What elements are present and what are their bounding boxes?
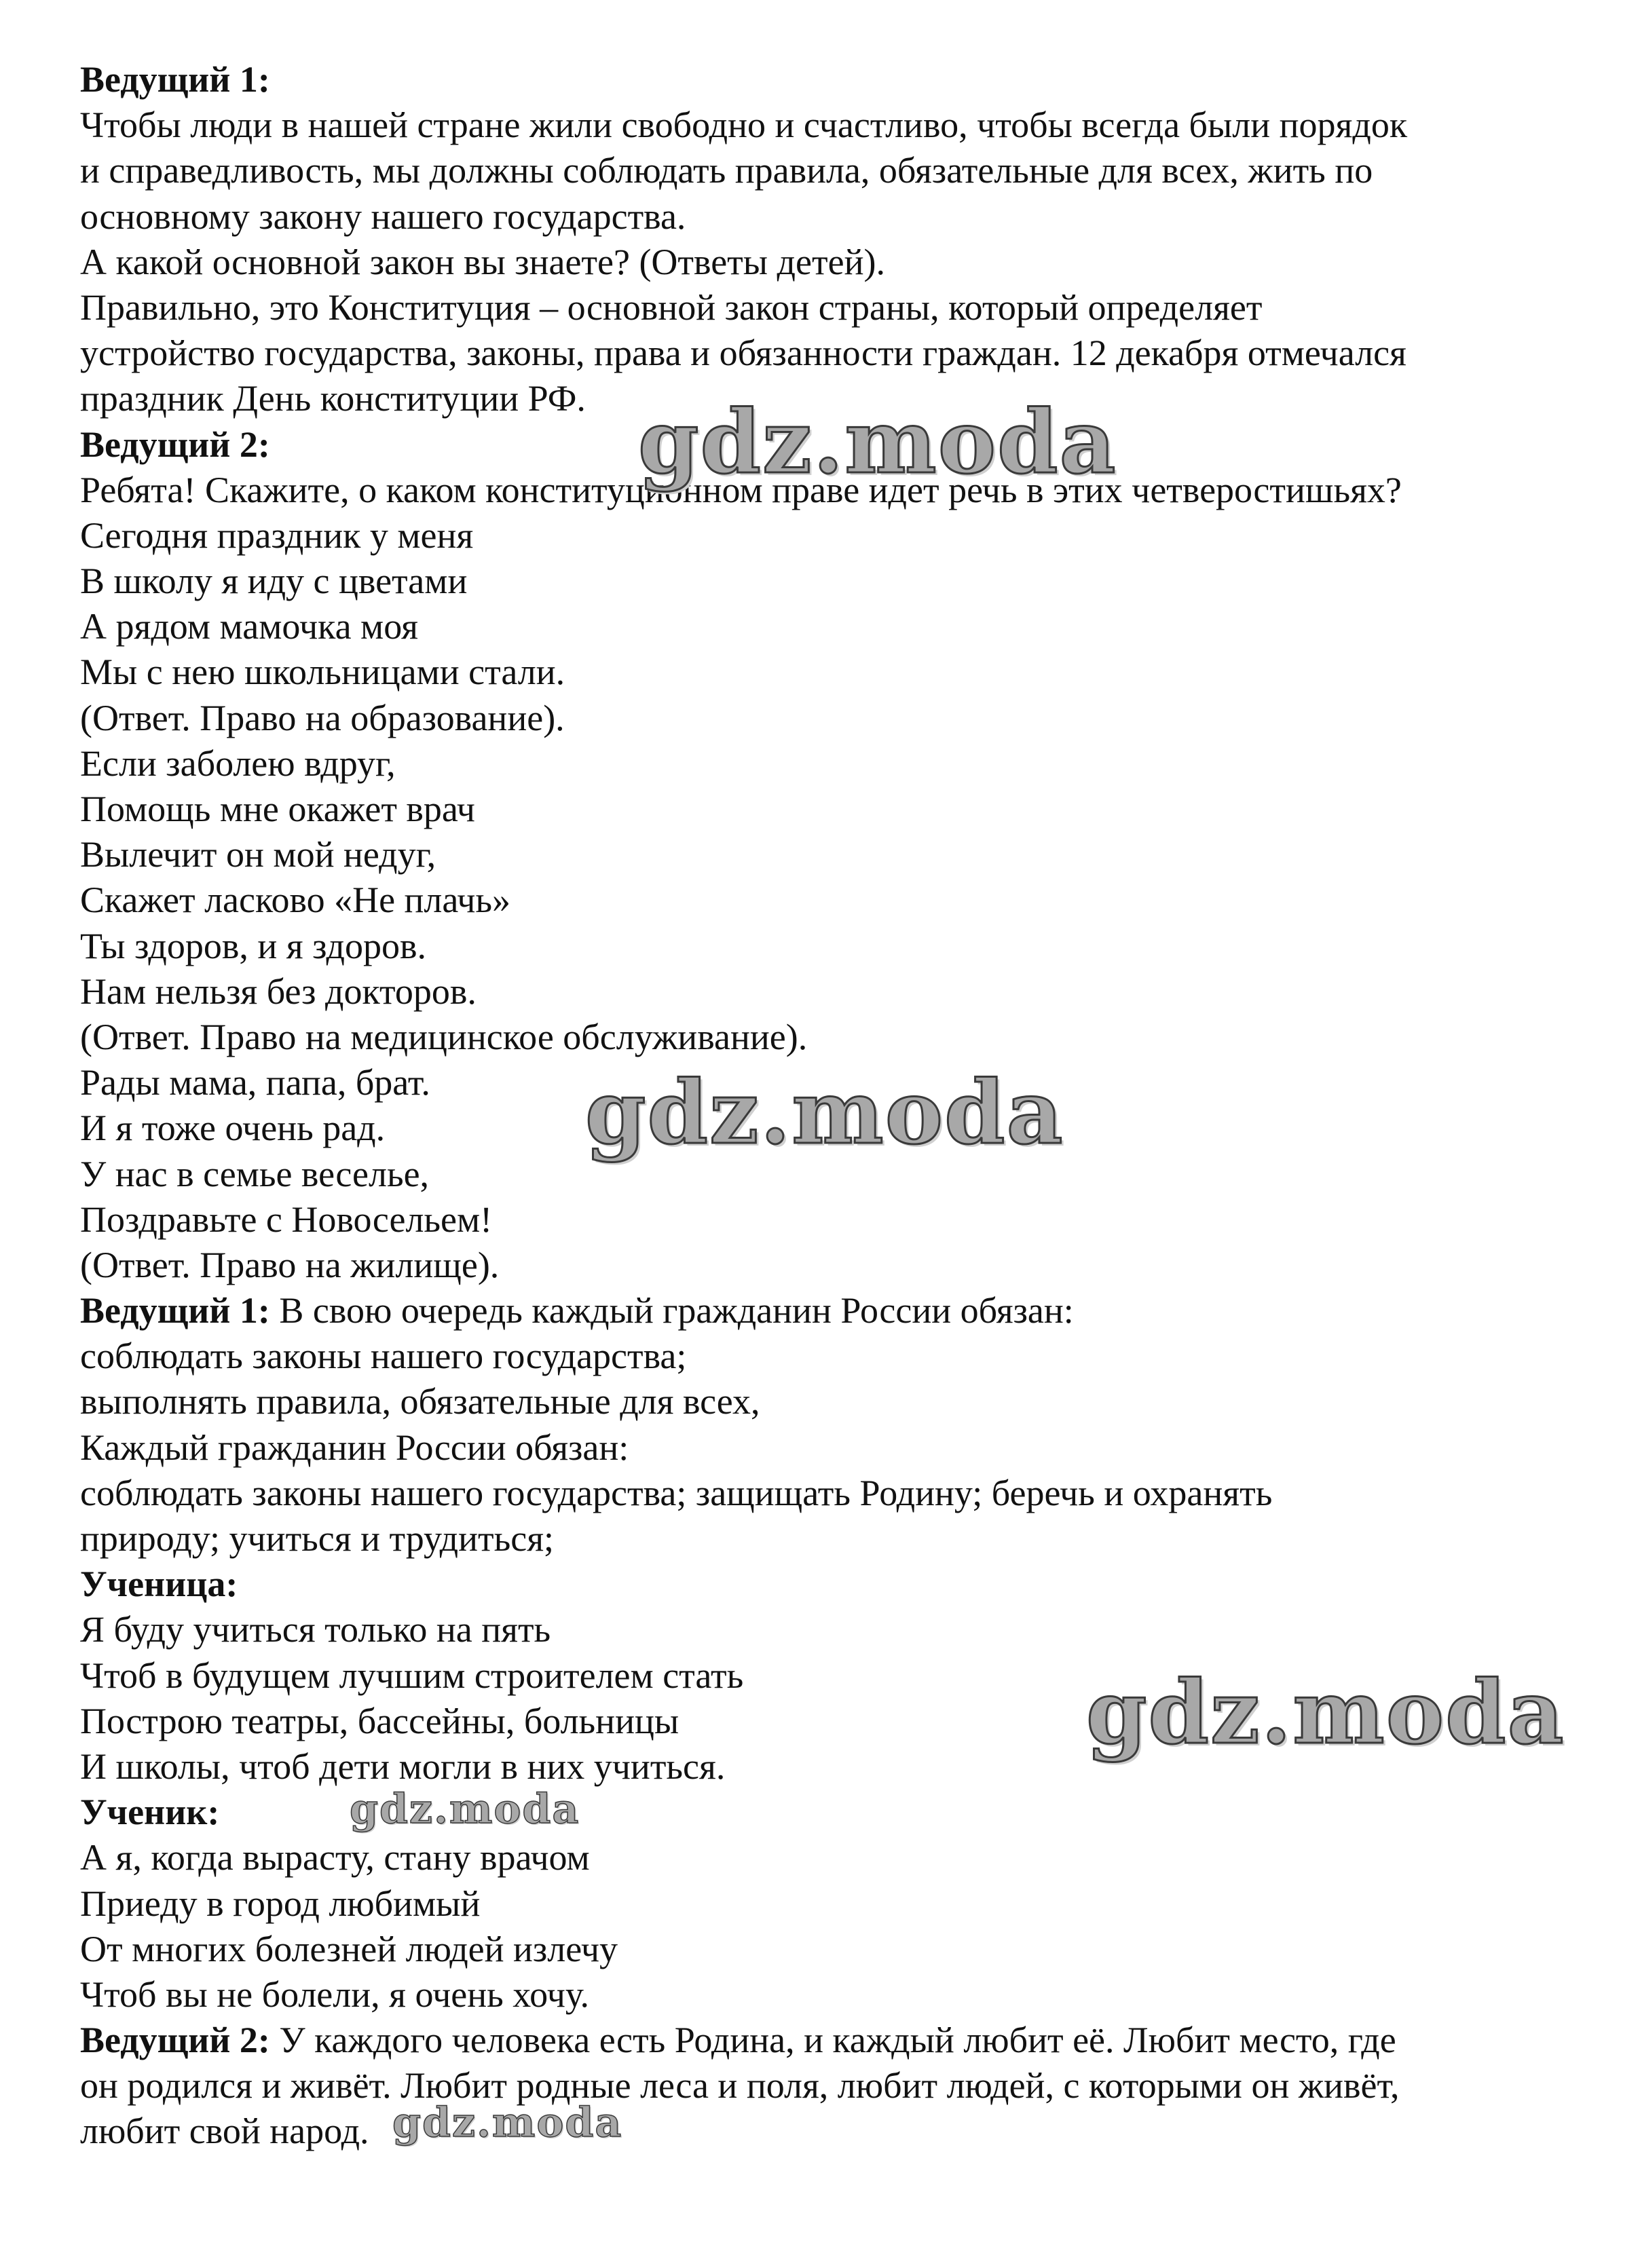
watermark: gdz.moda — [1086, 1662, 1565, 1764]
text-line — [80, 1972, 1573, 2018]
line-text: В школу я иду с цветами — [80, 561, 468, 602]
text-line — [80, 696, 1573, 741]
speaker-label: Ведущий 2: — [80, 2020, 270, 2061]
text-line — [80, 787, 1573, 832]
text-line — [80, 969, 1573, 1015]
line-text: У нас в семье веселье, — [80, 1153, 430, 1194]
line-text: и справедливость, мы должны соблюдать правила, обязательные для всех, жить по — [80, 150, 1373, 191]
text-line — [80, 1015, 1573, 1060]
speaker-label: Ведущий 2: — [80, 423, 270, 465]
line-text: Правильно, это Конституция – основной закон страны, который определяет — [80, 286, 1263, 328]
line-text: Чтоб в будущем лучшим строителем стать — [80, 1655, 744, 1696]
speaker-label: Ученик: — [80, 1792, 220, 1833]
text-line — [80, 1562, 1573, 1607]
line-text: И школы, чтоб дети могли в них учиться. — [80, 1745, 726, 1787]
watermark: gdz.moda — [585, 1062, 1064, 1164]
watermark: gdz.moda — [350, 1785, 580, 1833]
text-line — [80, 604, 1573, 649]
line-text: И я тоже очень рад. — [80, 1108, 386, 1149]
text-line — [80, 285, 1573, 330]
line-text: Чтоб вы не болели, я очень хочу. — [80, 1973, 590, 2015]
text-line — [80, 924, 1573, 969]
text-line — [80, 649, 1573, 695]
line-text: Мы с нею школьницами стали. — [80, 651, 565, 693]
line-text: Чтобы люди в нашей стране жили свободно и счастливо, чтобы всегда были порядок — [80, 105, 1408, 146]
line-text: Ты здоров, и я здоров. — [80, 925, 426, 966]
watermark: gdz.moda — [392, 2099, 623, 2147]
line-text: Я буду учиться только на пять — [80, 1609, 551, 1650]
text-line — [80, 1881, 1573, 1927]
line-text: основному закону нашего государства. — [80, 195, 686, 237]
text-line — [80, 2109, 1573, 2154]
text-line — [80, 1927, 1573, 1972]
text-line — [80, 1197, 1573, 1243]
text-line — [80, 1607, 1573, 1652]
text-line — [80, 2018, 1573, 2063]
line-text: От многих болезней людей излечу — [80, 1928, 618, 1969]
text-line — [80, 330, 1573, 376]
text-line — [80, 832, 1573, 877]
line-text: (Ответ. Право на образование). — [80, 697, 565, 738]
watermark: gdz.moda — [638, 392, 1117, 493]
line-text: Поздравьте с Новосельем! — [80, 1198, 493, 1240]
line-text: (Ответ. Право на жилище). — [80, 1244, 500, 1285]
line-text: В свою очередь каждый гражданин России обязан: — [269, 1290, 1074, 1331]
line-text: Рады мама, папа, брат. — [80, 1062, 430, 1103]
line-text: праздник День конституции РФ. — [80, 378, 586, 419]
line-text: Каждый гражданин России обязан: — [80, 1426, 629, 1468]
line-text: любит свой народ. — [80, 2111, 369, 2152]
line-text: А рядом мамочка моя — [80, 606, 419, 647]
line-text: Скажет ласково «Не плачь» — [80, 880, 510, 921]
text-line — [80, 148, 1573, 193]
speaker-label: Ведущий 1: — [80, 59, 270, 100]
line-text: Если заболею вдруг, — [80, 742, 396, 784]
text-line — [80, 1288, 1573, 1334]
line-text: Ребята! Скажите, о каком конституционном праве идет речь в этих четверостишьях? — [80, 469, 1402, 510]
line-text: он родился и живёт. Любит родные леса и поля, любит людей, с которыми он живёт, — [80, 2065, 1400, 2106]
speaker-label: Ученица: — [80, 1564, 238, 1605]
line-text: Помощь мне окажет врач — [80, 789, 475, 829]
line-text: Сегодня праздник у меня — [80, 514, 474, 556]
text-line — [80, 102, 1573, 148]
text-line — [80, 194, 1573, 240]
text-line — [80, 2063, 1573, 2109]
line-text: А какой основной закон вы знаете? (Ответы детей). — [80, 241, 885, 282]
text-line — [80, 1379, 1573, 1424]
text-line — [80, 1471, 1573, 1516]
text-line — [80, 1334, 1573, 1379]
text-line — [80, 240, 1573, 285]
text-line — [80, 1516, 1573, 1562]
line-text: Приеду в город любимый — [80, 1883, 481, 1924]
text-line — [80, 513, 1573, 559]
line-text: Нам нельзя без докторов. — [80, 970, 477, 1012]
line-text: соблюдать законы нашего государства; защищать Родину; беречь и охранять — [80, 1472, 1273, 1513]
text-line — [80, 57, 1573, 102]
text-line — [80, 1425, 1573, 1471]
text-line — [80, 1243, 1573, 1288]
line-text: Вылечит он мой недуг, — [80, 834, 436, 875]
text-line — [80, 1785, 1573, 1835]
line-text: устройство государства, законы, права и обязанности граждан. 12 декабря отмечался — [80, 333, 1406, 374]
line-text: Построю театры, бассейны, больницы — [80, 1700, 679, 1741]
text-line — [80, 741, 1573, 787]
line-text: А я, когда вырасту, стану врачом — [80, 1837, 590, 1878]
line-text: соблюдать законы нашего государства; — [80, 1336, 687, 1377]
text-line — [80, 559, 1573, 604]
line-text: выполнять правила, обязательные для всех, — [80, 1381, 760, 1422]
line-text: природу; учиться и трудиться; — [80, 1518, 555, 1559]
text-line — [80, 877, 1573, 923]
text-line — [80, 1835, 1573, 1880]
line-text: У каждого человека есть Родина, и каждый любит её. Любит место, где — [269, 2020, 1396, 2061]
speaker-label: Ведущий 1: — [80, 1290, 270, 1331]
line-text: (Ответ. Право на медицинское обслуживание). — [80, 1016, 808, 1057]
